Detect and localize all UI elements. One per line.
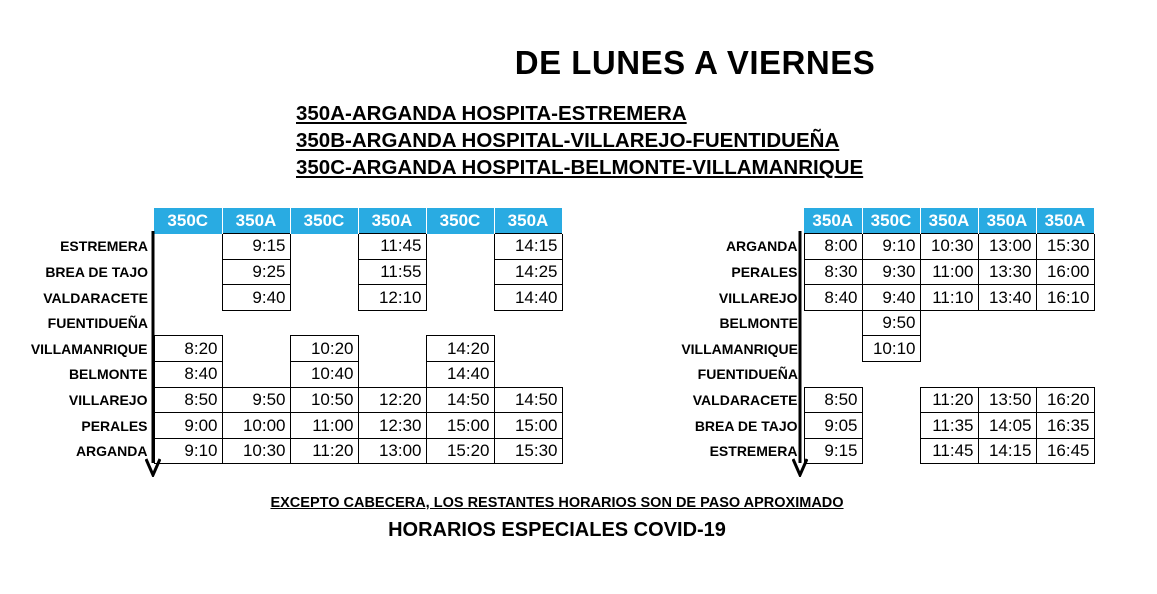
table-row <box>18 234 562 260</box>
table-row <box>18 336 562 362</box>
table-row <box>18 310 562 336</box>
time-cell <box>290 310 358 336</box>
stop-name: ARGANDA <box>75 443 148 460</box>
route-350c: 350C-ARGANDA HOSPITAL-BELMONTE-VILLAMANRIQUE <box>296 156 864 179</box>
time-cell: 11:20 <box>920 387 978 413</box>
time-cell: 12:10 <box>358 285 426 311</box>
time-cell: 9:10 <box>862 234 920 260</box>
stop-name: VILLAREJO <box>718 289 798 306</box>
time-cell: 14:50 <box>426 387 494 413</box>
time-cell: 12:20 <box>358 387 426 413</box>
time-cell <box>920 336 978 362</box>
time-cell: 14:40 <box>494 285 562 311</box>
time-cell: 9:40 <box>222 285 290 311</box>
stop-name: BELMONTE <box>719 315 798 332</box>
time-cell: 10:10 <box>862 336 920 362</box>
time-cell: 11:00 <box>290 413 358 439</box>
time-cell: 8:00 <box>804 234 862 260</box>
stop-name: FUENTIDUEÑA <box>47 315 148 332</box>
time-cell: 9:30 <box>862 259 920 285</box>
time-cell <box>862 362 920 388</box>
time-cell: 8:40 <box>804 285 862 311</box>
time-cell: 9:15 <box>222 234 290 260</box>
time-cell <box>154 310 222 336</box>
footer-title: HORARIOS ESPECIALES COVID-19 <box>388 519 726 541</box>
header-row <box>660 208 1094 234</box>
time-cell <box>358 310 426 336</box>
time-cell: 15:30 <box>1036 234 1094 260</box>
stop-name: PERALES <box>731 263 798 280</box>
time-cell <box>222 336 290 362</box>
time-cell: 8:40 <box>154 362 222 388</box>
header-blank <box>660 208 804 234</box>
time-cell: 15:00 <box>426 413 494 439</box>
time-cell: 13:00 <box>358 438 426 464</box>
time-cell: 14:40 <box>426 362 494 388</box>
time-cell: 10:30 <box>222 438 290 464</box>
footer-note: EXCEPTO CABECERA, LOS RESTANTES HORARIOS SON DE PASO APROXIMADO <box>270 495 844 511</box>
time-cell: 13:00 <box>978 234 1036 260</box>
time-cell: 9:05 <box>804 413 862 439</box>
time-cell: 13:50 <box>978 387 1036 413</box>
time-cell: 11:55 <box>358 259 426 285</box>
time-cell <box>920 310 978 336</box>
stop-name: ARGANDA <box>725 238 798 255</box>
time-cell <box>804 310 862 336</box>
route-header: 350A <box>920 208 978 234</box>
left-timetable <box>18 208 563 464</box>
route-header: 350A <box>978 208 1036 234</box>
route-header: 350C <box>862 208 920 234</box>
table-row <box>18 362 562 388</box>
route-header: 350C <box>426 208 494 234</box>
time-cell <box>358 362 426 388</box>
time-cell <box>154 234 222 260</box>
time-cell: 14:50 <box>494 387 562 413</box>
time-cell <box>920 362 978 388</box>
time-cell: 10:50 <box>290 387 358 413</box>
time-cell: 11:35 <box>920 413 978 439</box>
time-cell <box>494 336 562 362</box>
time-cell: 16:35 <box>1036 413 1094 439</box>
time-cell: 9:50 <box>862 310 920 336</box>
table-row <box>18 259 562 285</box>
time-cell: 10:00 <box>222 413 290 439</box>
stop-name: FUENTIDUEÑA <box>697 366 798 383</box>
time-cell <box>978 310 1036 336</box>
time-cell: 15:20 <box>426 438 494 464</box>
time-cell <box>1036 310 1094 336</box>
time-cell: 9:10 <box>154 438 222 464</box>
time-cell <box>154 285 222 311</box>
time-cell: 12:30 <box>358 413 426 439</box>
time-cell <box>290 234 358 260</box>
route-header: 350C <box>290 208 358 234</box>
time-cell: 14:15 <box>494 234 562 260</box>
route-header: 350A <box>222 208 290 234</box>
time-cell <box>862 413 920 439</box>
table-row <box>18 387 562 413</box>
time-cell: 11:00 <box>920 259 978 285</box>
time-cell <box>494 310 562 336</box>
time-cell <box>804 362 862 388</box>
stop-name: PERALES <box>81 417 148 434</box>
time-cell: 11:20 <box>290 438 358 464</box>
time-cell <box>290 285 358 311</box>
time-cell: 11:45 <box>920 438 978 464</box>
stop-name: VILLAMANRIQUE <box>681 340 798 357</box>
time-cell: 10:30 <box>920 234 978 260</box>
time-cell <box>426 285 494 311</box>
time-cell <box>222 310 290 336</box>
time-cell: 10:20 <box>290 336 358 362</box>
table-row <box>18 438 562 464</box>
time-cell: 15:30 <box>494 438 562 464</box>
time-cell: 16:10 <box>1036 285 1094 311</box>
stop-name: BELMONTE <box>68 366 148 383</box>
table-row <box>660 438 1094 464</box>
table-row <box>660 387 1094 413</box>
table-row <box>660 259 1094 285</box>
time-cell: 16:00 <box>1036 259 1094 285</box>
stop-name: VILLAMANRIQUE <box>30 340 148 357</box>
time-cell <box>154 259 222 285</box>
time-cell: 11:45 <box>358 234 426 260</box>
stop-name: VILLAREJO <box>68 391 148 408</box>
table-row <box>660 336 1094 362</box>
time-cell: 14:05 <box>978 413 1036 439</box>
time-cell <box>978 362 1036 388</box>
time-cell: 9:25 <box>222 259 290 285</box>
time-cell: 14:25 <box>494 259 562 285</box>
time-cell: 8:20 <box>154 336 222 362</box>
time-cell: 8:50 <box>804 387 862 413</box>
time-cell <box>1036 336 1094 362</box>
page-title: DE LUNES A VIERNES <box>514 44 876 81</box>
time-cell: 8:50 <box>154 387 222 413</box>
time-cell <box>426 310 494 336</box>
time-cell: 9:50 <box>222 387 290 413</box>
time-cell <box>290 259 358 285</box>
right-timetable <box>660 208 1095 464</box>
route-header: 350C <box>154 208 222 234</box>
route-header: 350A <box>494 208 562 234</box>
time-cell: 9:00 <box>154 413 222 439</box>
time-cell: 8:30 <box>804 259 862 285</box>
time-cell <box>862 438 920 464</box>
table-row <box>660 362 1094 388</box>
stop-name: BREA DE TAJO <box>694 417 798 434</box>
time-cell: 15:00 <box>494 413 562 439</box>
route-list <box>296 100 863 181</box>
time-cell: 14:20 <box>426 336 494 362</box>
time-cell: 16:45 <box>1036 438 1094 464</box>
header-blank <box>18 208 154 234</box>
time-cell: 14:15 <box>978 438 1036 464</box>
route-header: 350A <box>804 208 862 234</box>
route-header: 350A <box>358 208 426 234</box>
time-cell: 9:15 <box>804 438 862 464</box>
table-row <box>660 285 1094 311</box>
time-cell <box>426 259 494 285</box>
time-cell: 9:40 <box>862 285 920 311</box>
time-cell <box>804 336 862 362</box>
table-row <box>18 413 562 439</box>
stop-name: BREA DE TAJO <box>45 263 148 280</box>
header-row <box>18 208 562 234</box>
time-cell <box>1036 362 1094 388</box>
route-350a: 350A-ARGANDA HOSPITA-ESTREMERA <box>296 102 687 125</box>
table-row <box>660 310 1094 336</box>
time-cell: 11:10 <box>920 285 978 311</box>
time-cell: 10:40 <box>290 362 358 388</box>
stop-name: VALDARACETE <box>43 289 148 306</box>
time-cell: 16:20 <box>1036 387 1094 413</box>
table-row <box>660 413 1094 439</box>
stop-name: ESTREMERA <box>60 238 148 255</box>
time-cell <box>494 362 562 388</box>
direction-arrow-right-icon <box>792 231 808 477</box>
time-cell <box>426 234 494 260</box>
time-cell: 13:30 <box>978 259 1036 285</box>
time-cell <box>358 336 426 362</box>
time-cell <box>222 362 290 388</box>
stop-name: ESTREMERA <box>709 443 798 460</box>
route-header: 350A <box>1036 208 1094 234</box>
time-cell: 13:40 <box>978 285 1036 311</box>
direction-arrow-left-icon <box>145 231 161 477</box>
time-cell <box>862 387 920 413</box>
stop-name: VALDARACETE <box>692 391 798 408</box>
table-row <box>18 285 562 311</box>
time-cell <box>978 336 1036 362</box>
route-350b: 350B-ARGANDA HOSPITAL-VILLAREJO-FUENTIDUEÑA <box>296 129 840 152</box>
table-row <box>660 234 1094 260</box>
